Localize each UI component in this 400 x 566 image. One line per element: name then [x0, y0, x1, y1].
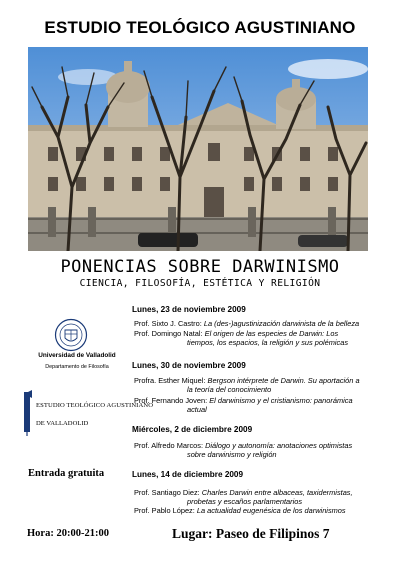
session-date-2: Lunes, 30 de noviembre 2009 [132, 361, 246, 370]
talk-speaker: Prof. Santiago Diez: [134, 488, 200, 497]
talk-title: Charles Darwin entre albaceas, taxidermistas, [201, 488, 353, 497]
talk-title-continued: tiempos, los espacios, la religión y sus polémicas [187, 337, 349, 347]
talk-item [134, 320, 386, 329]
university-name: Universidad de Valladolid [38, 352, 116, 359]
talk-title: El darwinismo y el cristianismo: panorámica [209, 396, 353, 405]
free-entry-label: Entrada gratuita [28, 468, 105, 479]
talk-item [134, 397, 386, 414]
church-photo-illustration [28, 47, 368, 251]
session-date-3: Miércoles, 2 de diciembre 2009 [132, 425, 253, 434]
talk-item [134, 377, 386, 394]
talk-title: Bergson intérprete de Darwin. Su aportación a [207, 376, 360, 385]
talk-speaker: Prof. Fernando Joven: [134, 396, 208, 405]
talk-speaker: Prof. Sixto J. Castro: [134, 319, 202, 328]
talk-speaker: Prof. Domingo Natal: [134, 329, 203, 338]
institute-logo-icon [22, 388, 126, 436]
talk-title-continued: sobre darwinismo y religión [187, 449, 277, 459]
talk-speaker: Prof. Alfredo Marcos: [134, 441, 204, 450]
talk-title-continued: actual [187, 404, 207, 414]
talk-item [134, 442, 386, 459]
talks-heading: PONENCIAS SOBRE DARWINISMO [60, 257, 340, 277]
talk-item [134, 507, 386, 516]
church-photo [28, 47, 368, 251]
talk-item [134, 330, 386, 347]
talk-title: La actualidad eugenésica de los darwinismos [196, 506, 346, 515]
session-date-1: Lunes, 23 de noviembre 2009 [132, 305, 246, 314]
talk-title-continued: probetas y escaños parlamentarios [187, 496, 303, 506]
institute-name-line2: DE VALLADOLID [36, 420, 89, 427]
talk-title: La (des-)agustinización darwinista de la belleza [203, 319, 360, 328]
talk-title: Diálogo y autonomía: anotaciones optimistas [205, 441, 353, 450]
talk-speaker: Prof. Pablo López: [134, 506, 195, 515]
session-date-4: Lunes, 14 de diciembre 2009 [132, 470, 244, 479]
talks-subheading: CIENCIA, FILOSOFÍA, ESTÉTICA Y RELIGIÓN [79, 278, 321, 289]
department-name: Departamento de Filosofía [45, 364, 109, 370]
talk-title-continued: la teoría del conocimiento [187, 384, 272, 394]
talk-title: El origen de las especies de Darwin: Los [204, 329, 339, 338]
time-label: Hora: 20:00-21:00 [27, 528, 109, 539]
institute-name-line1: ESTUDIO TEOLÓGICO AGUSTINIANO [36, 402, 154, 409]
talk-item [134, 489, 386, 506]
venue-label: Lugar: Paseo de Filipinos 7 [172, 526, 330, 541]
talk-speaker: Profra. Esther Miquel: [134, 376, 206, 385]
poster-title: ESTUDIO TEOLÓGICO AGUSTINIANO [44, 18, 356, 37]
university-seal-icon [53, 318, 89, 352]
